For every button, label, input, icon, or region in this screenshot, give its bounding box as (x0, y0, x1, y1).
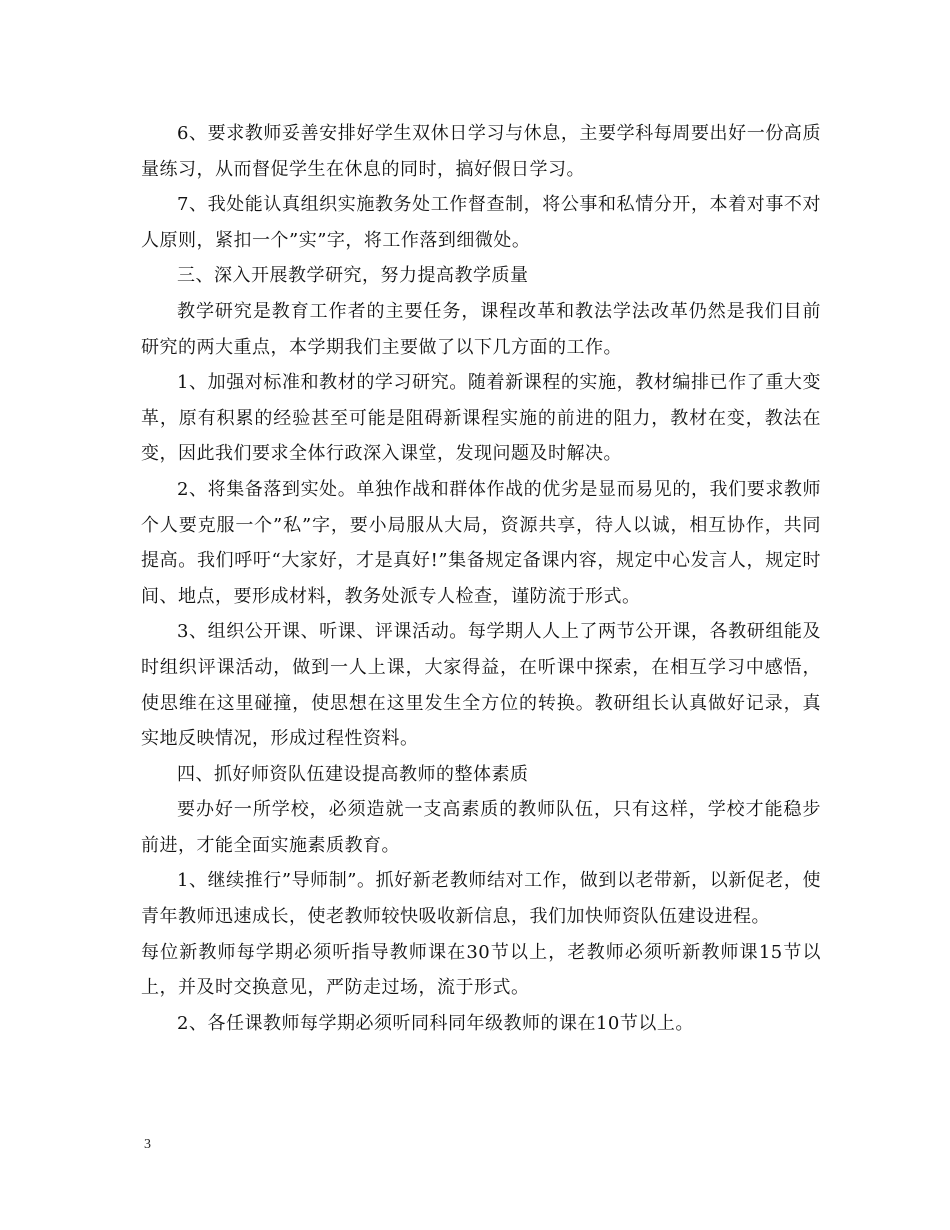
paragraph-item-6: 6、要求教师妥善安排好学生双休日学习与休息，主要学科每周要出好一份高质量练习，从而督促学生在休息的同时，搞好假日学习。 (141, 123, 821, 180)
document-body (141, 116, 821, 1041)
paragraph-research-intro: 教学研究是教育工作者的主要任务，课程改革和教法学法改革仍然是我们目前研究的两大重点，本学期我们主要做了以下几方面的工作。 (141, 300, 821, 358)
paragraph-teacher-item-2: 2、各任课教师每学期必须听同科同年级教师的课在10节以上。 (177, 1012, 694, 1034)
paragraph-item-7: 7、我处能认真组织实施教务处工作督查制，将公事和私情分开，本着对事不对人原则，紧扣一个”实”字，将工作落到细微处。 (141, 194, 821, 251)
paragraph-research-item-3: 3、组织公开课、听课、评课活动。每学期人人上了两节公开课，各教研组能及时组织评课活动，做到一人上课，大家得益，在听课中探索，在相互学习中感悟，使思维在这里碰撞，使思想在这里发生全方位的转换。教研组长认真做好记录，真实地反映情况，形成过程性资料。 (141, 621, 821, 750)
paragraph-research-item-1: 1、加强对标准和教材的学习研究。随着新课程的实施，教材编排已作了重大变革，原有积累的经验甚至可能是阻碍新课程实施的前进的阻力，教材在变，教法在变，因此我们要求全体行政深入课堂，发现问题及时解决。 (141, 372, 821, 465)
page-number: 3 (144, 1137, 151, 1152)
paragraph-research-item-2: 2、将集备落到实处。单独作战和群体作战的优劣是显而易见的，我们要求教师个人要克服一个”私”字，要小局服从大局，资源共享，待人以诚，相互协作，共同提高。我们呼吁“大家好，才是真好!”集备规定备课内容，规定中心发言人，规定时间、地点，要形成材料，教务处派专人检查，谨防流于形式。 (141, 478, 821, 607)
section-heading-teacher-team: 四、抓好师资队伍建设提高教师的整体素质 (177, 763, 529, 785)
section-heading-teaching-research: 三、深入开展教学研究，努力提高教学质量 (177, 265, 529, 287)
paragraph-lesson-observation: 每位新教师每学期必须听指导教师课在30节以上，老教师必须听新教师课15节以上，并及时交换意见，严防走过场，流于形式。 (141, 941, 821, 999)
paragraph-mentor-system: 1、继续推行”导师制”。抓好新老教师结对工作，做到以老带新，以新促老，使青年教师迅速成长，使老教师较快吸收新信息，我们加快师资队伍建设进程。 (141, 870, 821, 928)
paragraph-teacher-team-intro: 要办好一所学校，必须造就一支高素质的教师队伍，只有这样，学校才能稳步前进，才能全面实施素质教育。 (141, 799, 821, 856)
